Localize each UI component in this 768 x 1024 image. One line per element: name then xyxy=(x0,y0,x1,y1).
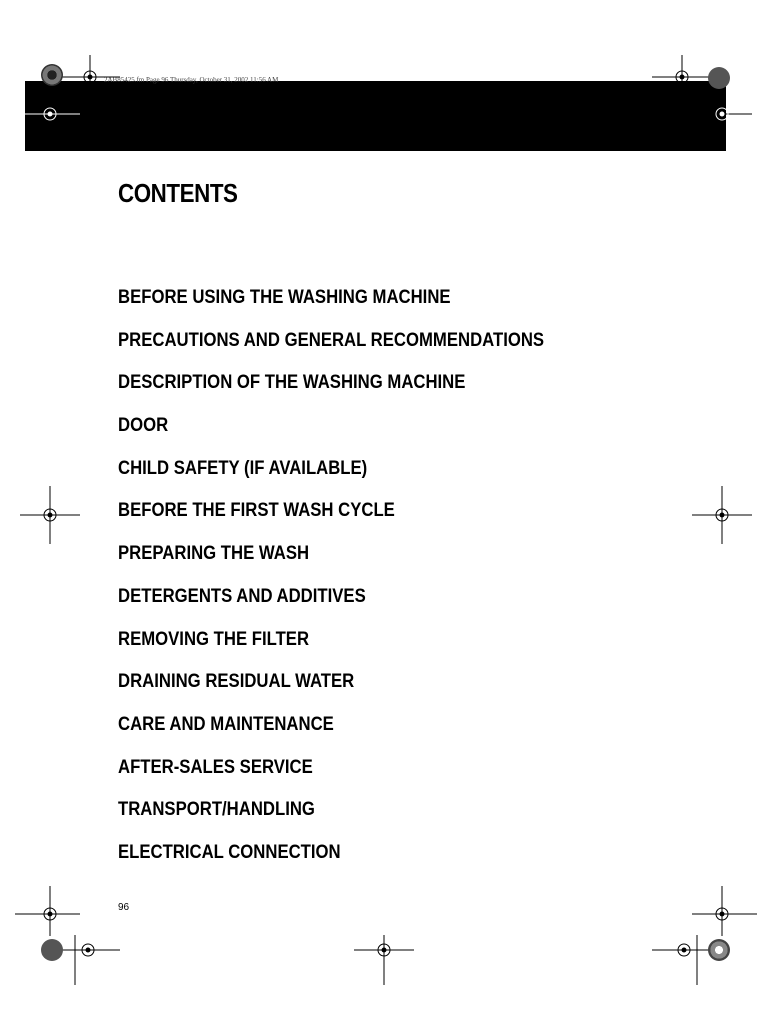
toc-item[interactable]: PRECAUTIONS AND GENERAL RECOMMENDATIONS xyxy=(118,329,545,351)
color-target-icon xyxy=(708,939,730,961)
header-bar xyxy=(25,81,726,151)
toc-item[interactable]: PREPARING THE WASH xyxy=(118,543,310,565)
color-target-icon xyxy=(708,67,730,89)
registration-mark-icon xyxy=(692,886,757,936)
toc-item[interactable]: DOOR xyxy=(118,415,169,437)
toc-item[interactable]: CHILD SAFETY (IF AVAILABLE) xyxy=(118,457,368,479)
registration-mark-icon xyxy=(652,935,712,985)
toc-item[interactable]: TRANSPORT/HANDLING xyxy=(118,799,315,821)
toc-item[interactable]: DESCRIPTION OF THE WASHING MACHINE xyxy=(118,372,466,394)
registration-mark-icon xyxy=(692,486,752,544)
registration-mark-icon xyxy=(354,935,414,985)
toc-item[interactable]: CARE AND MAINTENANCE xyxy=(118,713,334,735)
registration-mark-icon xyxy=(692,100,752,130)
toc-item[interactable]: AFTER-SALES SERVICE xyxy=(118,756,313,778)
table-of-contents xyxy=(118,284,602,882)
toc-item[interactable]: DRAINING RESIDUAL WATER xyxy=(118,671,355,693)
registration-mark-icon xyxy=(60,55,120,100)
color-target-icon xyxy=(41,64,63,86)
registration-mark-icon xyxy=(20,486,80,544)
page-title: CONTENTS xyxy=(118,178,238,208)
registration-mark-icon xyxy=(15,886,80,936)
registration-mark-icon xyxy=(60,935,120,985)
toc-item[interactable]: BEFORE THE FIRST WASH CYCLE xyxy=(118,500,395,522)
registration-mark-icon xyxy=(652,55,712,100)
slug-line: 2AB85425.fm Page 96 Thursday, October 31, 2002 11:56 AM xyxy=(104,76,279,84)
registration-mark-icon xyxy=(20,100,80,130)
color-target-icon xyxy=(41,939,63,961)
toc-item[interactable]: ELECTRICAL CONNECTION xyxy=(118,841,341,863)
toc-item[interactable]: BEFORE USING THE WASHING MACHINE xyxy=(118,287,451,308)
toc-item[interactable]: REMOVING THE FILTER xyxy=(118,628,310,650)
toc-item[interactable]: DETERGENTS AND ADDITIVES xyxy=(118,585,366,607)
page-number: 96 xyxy=(118,902,130,913)
